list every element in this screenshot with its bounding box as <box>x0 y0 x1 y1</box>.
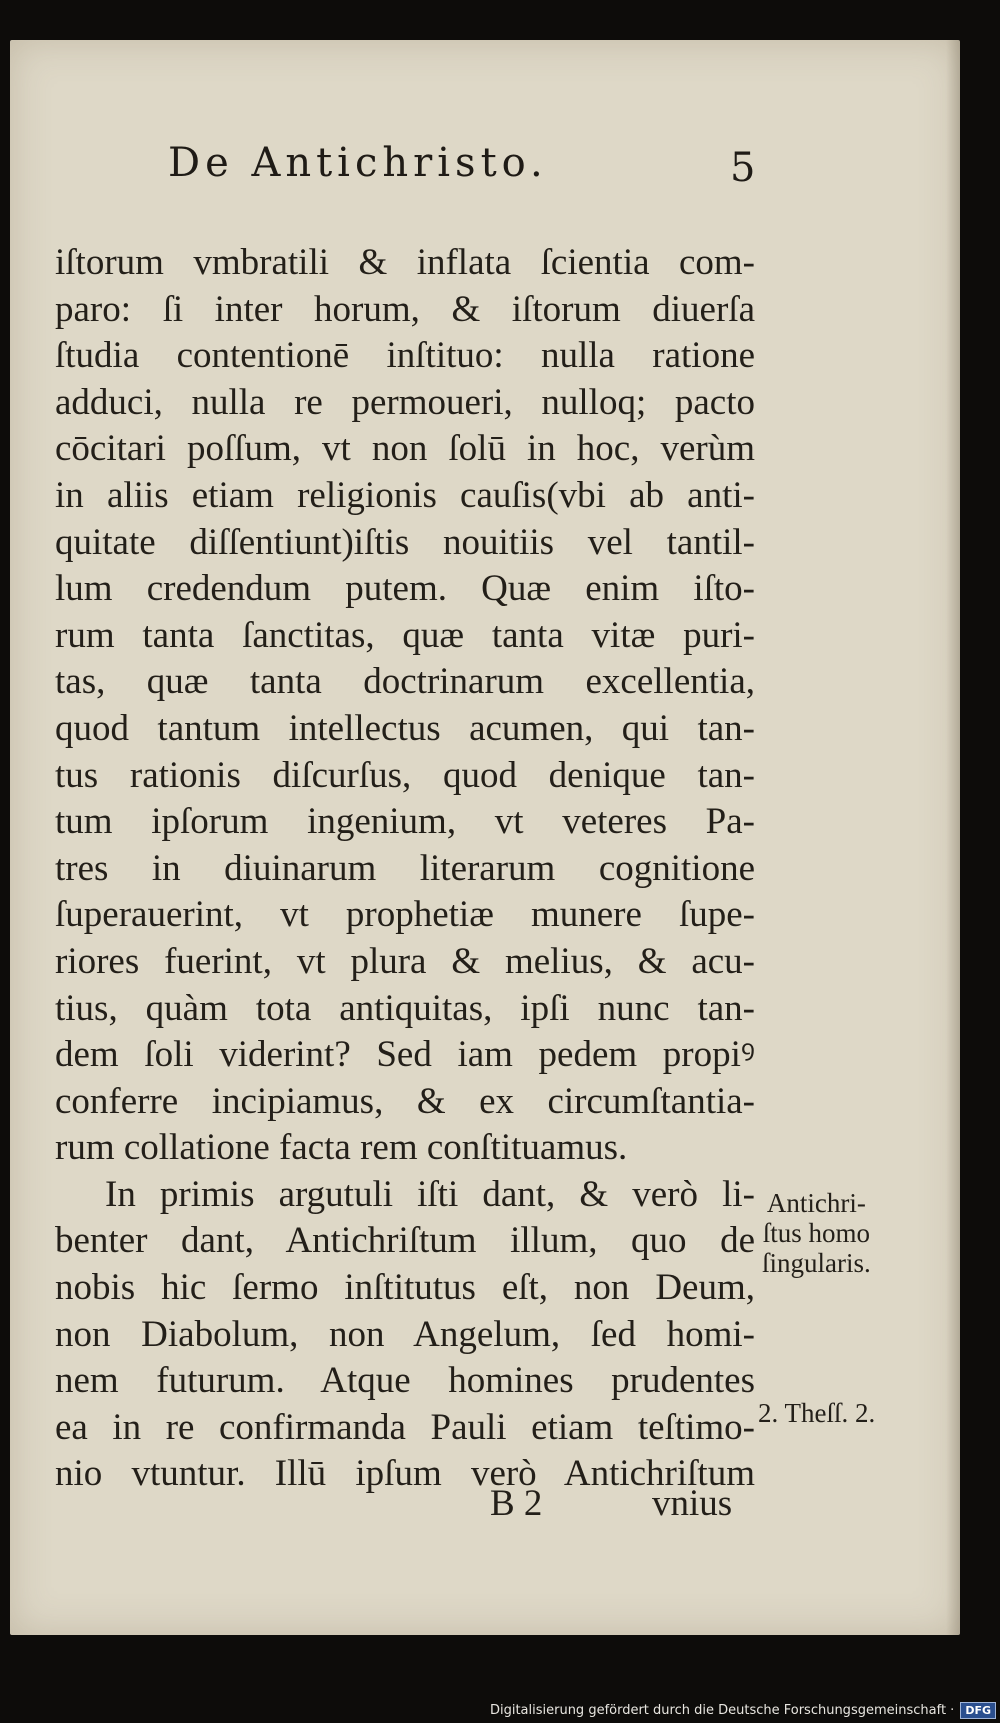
text-line: tus rationis diſcurſus, quod denique tan- <box>55 754 755 796</box>
text-line: ea in re confirmanda Pauli etiam teſtimo- <box>55 1406 755 1448</box>
text-line: tum ipſorum ingenium, vt veteres Pa- <box>55 801 755 843</box>
page-number: 5 <box>730 145 756 191</box>
margin-note-reference: 2. Theſſ. 2. <box>758 1398 876 1428</box>
text-line: rum tanta ſanctitas, quæ tanta vitæ puri- <box>55 614 755 656</box>
page-edge-shadow <box>946 40 960 1635</box>
dfg-logo: DFG <box>960 1702 996 1719</box>
text-line: rum collatione facta rem conſtituamus. <box>55 1127 628 1169</box>
running-head: De Antichristo. <box>168 140 548 186</box>
margin-note-line: ſingularis. <box>762 1248 871 1278</box>
credit-text: Digitalisierung gefördert durch die Deutsche Forschungsgemeinschaft · <box>489 1703 955 1718</box>
text-line: lum credendum putem. Quæ enim iſto- <box>55 568 755 610</box>
text-line: iſtorum vmbratili & inflata ſcientia com- <box>55 242 755 283</box>
text-line: tas, quæ tanta doctrinarum excellentia, <box>55 661 755 703</box>
margin-note-line: ſtus homo <box>762 1218 870 1248</box>
text-line: riores fuerint, vt plura & melius, & acu- <box>55 940 755 982</box>
text-line: nio vtuntur. Illū ipſum verò Antichriſtum <box>55 1453 755 1495</box>
signature-mark: B 2 <box>490 1483 543 1524</box>
text-line: non Diabolum, non Angelum, ſed homi- <box>55 1313 755 1355</box>
text-line: benter dant, Antichriſtum illum, quo de <box>55 1220 755 1262</box>
text-line: ſtudia contentionē inſtituo: nulla ratione <box>55 335 755 377</box>
text-line: dem ſoli viderint? Sed iam pedem propiꝰ <box>55 1034 755 1076</box>
text-line: ſuperauerint, vt prophetiæ munere ſupe- <box>55 894 755 936</box>
text-line: quod tantum intellectus acumen, qui tan- <box>55 707 755 749</box>
text-line: In primis argutuli iſti dant, & verò li- <box>105 1173 755 1215</box>
text-line: cōcitari poſſum, vt non ſolū in hoc, verùm <box>55 428 755 470</box>
catchword: vnius <box>652 1483 733 1524</box>
margin-note-antichristus <box>762 1188 871 1278</box>
text-line: in aliis etiam religionis cauſis(vbi ab anti- <box>55 474 755 516</box>
text-line: tius, quàm tota antiquitas, ipſi nunc tan- <box>55 987 755 1029</box>
digitization-credit <box>490 1702 996 1719</box>
text-line: paro: ſi inter horum, & iſtorum diuerſa <box>55 288 755 330</box>
text-line: quitate diſſentiunt)iſtis nouitiis vel tantil- <box>55 521 755 563</box>
text-line: nem futurum. Atque homines prudentes <box>55 1360 755 1402</box>
text-line: conferre incipiamus, & ex circumſtantia- <box>55 1080 755 1122</box>
body-text <box>55 240 755 1498</box>
book-page <box>10 40 960 1635</box>
text-line: adduci, nulla re permoueri, nulloq; pacto <box>55 381 755 423</box>
text-line: tres in diuinarum literarum cognitione <box>55 847 755 889</box>
text-line: nobis hic ſermo inſtitutus eſt, non Deum, <box>55 1267 755 1309</box>
margin-note-line: Antichri- <box>766 1188 866 1218</box>
